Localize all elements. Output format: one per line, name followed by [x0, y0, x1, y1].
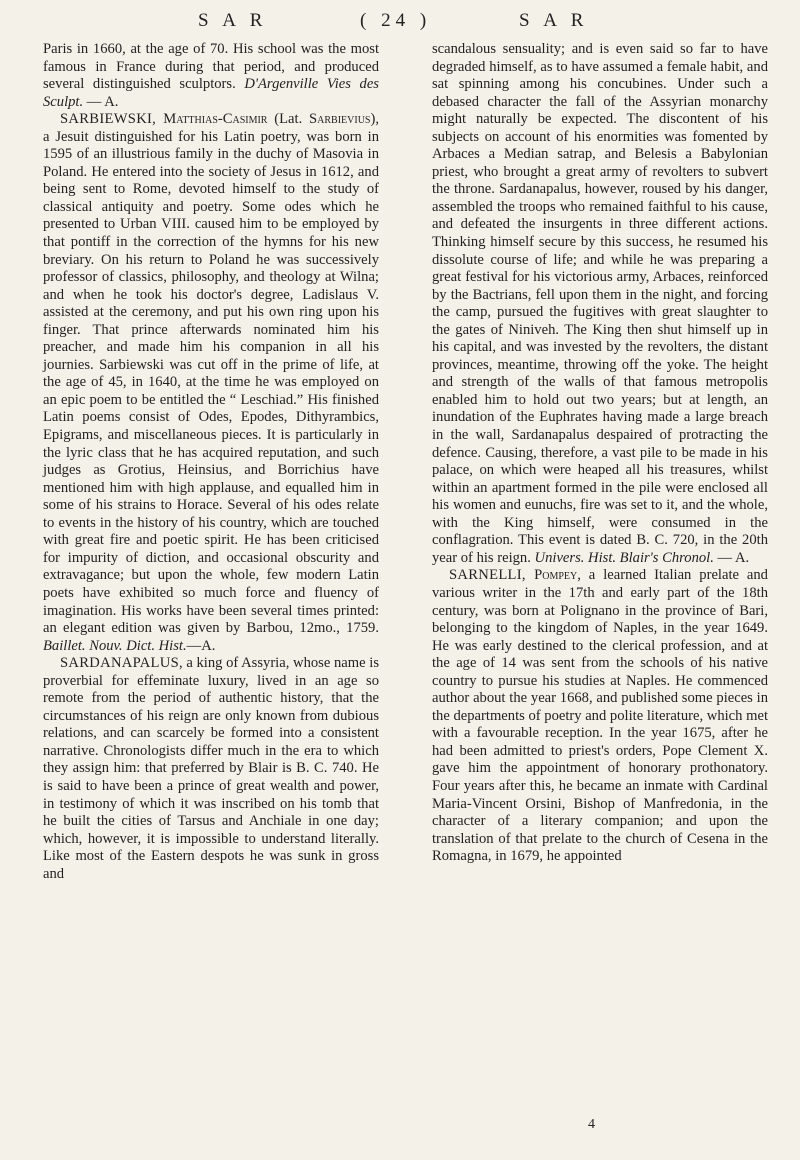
- source-citation: Univers. Hist. Blair's Chronol.: [534, 549, 714, 566]
- entry-sardanapalus: [43, 655, 379, 883]
- header-left-catchword: S A R: [198, 10, 268, 31]
- entry-headword: SARNELLI,: [449, 567, 535, 584]
- entry-text: ), a Jesuit distinguished for his Latin poetry, was born in 1595 of an illustrious family in the duchy of Masovia in Poland. He entered into the society of Jesus in 1612, and being sent to Rome, devoted himself to the study of classical antiquity and poetry. Some odes which he presented to Urban VIII. caused him to be employed by that pontiff in the correction of the hymns for his new breviary. On his return to Poland he was successively professor of classics, philosophy, and theology at Wilna; and when he took his doctor's degree, Ladislaus V. assisted at the ceremony, and put his own ring upon his finger. That prince afterwards nominated him his preacher, and made him his companion in all his journies. Sarbiewski was cut off in the prime of life, at the age of 45, in 1640, at the time he was employed on an epic poem to be entitled the “ Leschiad.” His finished Latin poems consist of Odes, Epodes, Dithyrambics, Epigrams, and miscellaneous pieces. It is particularly in the lyric class that he has acquired reputation, and such judges as Grotius, Heinsius, and Borrichius have mentioned him with high applause, and equalled him in some of his strains to Horace. Several of his odes relate to events in the history of his country, which are touched with great fire and poetic spirit. He has been criticised for impurity of diction, and occasional obscurity and extravagance; but upon the whole, few modern Latin poets have exhibited so much force and fluency of imagination. His works have been several times printed: an elegant edition was given by Barbou, 12mo., 1759.: [43, 111, 379, 637]
- printer-signature: 4: [588, 1117, 595, 1132]
- entry-sarbiewski: SARBIEWSKI, Matthias-Casimir (Lat. Sarbievius), a Jesuit distinguished for his Latin poetry, was born in 1595 of an illustrious family in the duchy of Masovia in Poland. He entered into the society of Jesus in 1612, and being sent to Rome, devoted himself to the study of classical antiquity and poetry. Some odes which he presented to Urban VIII. caused him to be employed by that pontiff in the correction of the hymns for his new breviary. On his return to Poland he was successively professor of classics, philosophy, and theology at Wilna; and when he took his doctor's degree, Ladislaus V. assisted at the ceremony, and put his own ring upon his finger. That prince afterwards nominated him his preacher, and made him his companion in all his journies. Sarbiewski was cut off in the prime of life, at the age of 45, in 1640, at the time he was employed on an epic poem to be entitled the “ Leschiad.” His finished Latin poems consist of Odes, Epodes, Dithyrambics, Epigrams, and miscellaneous pieces. It is particularly in the lyric class that he has acquired reputation, and such judges as Grotius, Heinsius, and Borrichius have mentioned him with high applause, and equalled him in some of his strains to Horace. Several of his odes relate to events in the history of his country, which are touched with great fire and poetic spirit. He has been criticised for impurity of diction, and occasional obscurity and extravagance; but upon the whole, few modern Latin poets have exhibited so much force and fluency of imagination. His works have been several times printed: an elegant edition was given by Barbou, 12mo., 1759. Baillet. Nouv. Dict. Hist.—A.: [43, 111, 379, 654]
- entry-sarnelli: SARNELLI, Pompey, a learned Italian prelate and various writer in the 17th and early part of the 18th century, was born at Polignano in the province of Bari, belonging to the kingdom of Naples, in the year 1649. He was early destined to the clerical profession, and at the age of 14 was sent from the schools of his native country to pursue his studies at Naples. He commenced author about the year 1668, and published some pieces in the departments of poetry and polite literature, which met with a favourable reception. In the year 1675, after he had been admitted to priest's orders, Pope Clement X. gave him the appointment of honorary prothonatory. Four years after this, he became an inmate with Cardinal Maria-Vincent Orsini, Bishop of Manfredonia, in the character of a literary companion; and upon the translation of that prelate to the church of Cesena in the Romagna, in 1679, he appointed: [432, 567, 768, 865]
- running-header: [0, 10, 800, 40]
- entry-text: , a learned Italian prelate and various writer in the 17th and early part of the 18th century, was born at Polignano in the province of Bari, belonging to the kingdom of Naples, in the year 1649. He was early destined to the clerical profession, and at the age of 14 was sent from the schools of his native country to pursue his studies at Naples. He commenced author about the year 1668, and published some pieces in the departments of poetry and polite literature, which met with a favourable reception. In the year 1675, after he had been admitted to priest's orders, Pope Clement X. gave him the appointment of honorary prothonatory. Four years after this, he became an inmate with Cardinal Maria-Vincent Orsini, Bishop of Manfredonia, in the character of a literary companion; and upon the translation of that prelate to the church of Cesena in the Romagna, in 1679, he appointed: [432, 567, 768, 865]
- entry-text: , a king of Assyria, whose name is proverbial for effeminate luxury, lived in an age so remote from the period of authentic history, that the circumstances of his reign are only known from dubious relations, and can scarcely be formed into a consistent narrative. Chronologists differ much in the era to which they assign him: that preferred by Blair is B. C. 740. He is said to have been a prince of great wealth and power, in testimony of which it was inscribed on his tomb that he built the cities of Tarsus and Anchiale in one day; which, however, it is impossible to understand literally. Like most of the Eastern despots he was sunk in gross and: [43, 655, 379, 882]
- entry-headword: SARBIEWSKI,: [60, 111, 164, 128]
- source-citation: D'Argenville Vies des Sculpt.: [43, 76, 379, 110]
- entry-headword: SARDANAPALUS: [60, 655, 180, 672]
- page-number: ( 24 ): [360, 10, 432, 31]
- entry-continuation: scandalous sensuality; and is even said so far to have degraded himself, as to have assumed a female habit, and sat spinning among his concubines. Under such a debased character the fall of the Assyrian monarchy might naturally be expected. The discontent of his subjects on account of his enormities was fomented by Arbaces a Median satrap, and Belesis a Babylonian priest, who brought a great army of revolters to subvert the throne. Sardanapalus, however, roused by his danger, assembled the troops who remained faithful to his cause, and defeated the insurgents in three different actions. Thinking himself secure by this success, he resumed his dissolute course of life; and while he was preparing a great festival for his victorious army, Arbaces, reinforced by the Bactrians, fell upon them in the night, and forcing the camp, pursued the fugitives with great slaughter to the gates of Niniveh. The King then shut himself up in his capital, and was invested by the revolters, the distant provinces, meantime, throwing off the yoke. The height and strength of the walls of that famous metropolis enabled him to hold out two years; but at length, an inundation of the Euphrates having made a large breach in the wall, Sardanapalus despaired of protracting the defence. Causing, therefore, a vast pile to be made in his palace, on which were heaped all his treasures, whilst within an apartment formed in the pile were enclosed all his women and eunuchs, fire was set to it, and the whole, with the King himself, were consumed in the conflagration. This event is dated B. C. 720, in the 20th year of his reign. Univers. Hist. Blair's Chronol. — A.: [432, 41, 768, 566]
- left-column: [43, 41, 379, 883]
- source-citation: Baillet. Nouv. Dict. Hist.: [43, 637, 187, 654]
- header-right-catchword: S A R: [519, 10, 589, 31]
- entry-continuation: Paris in 1660, at the age of 70. His school was the most famous in France during that period, and produced several distinguished sculptors. D'Argenville Vies des Sculpt. — A.: [43, 41, 379, 110]
- right-column: [432, 41, 768, 866]
